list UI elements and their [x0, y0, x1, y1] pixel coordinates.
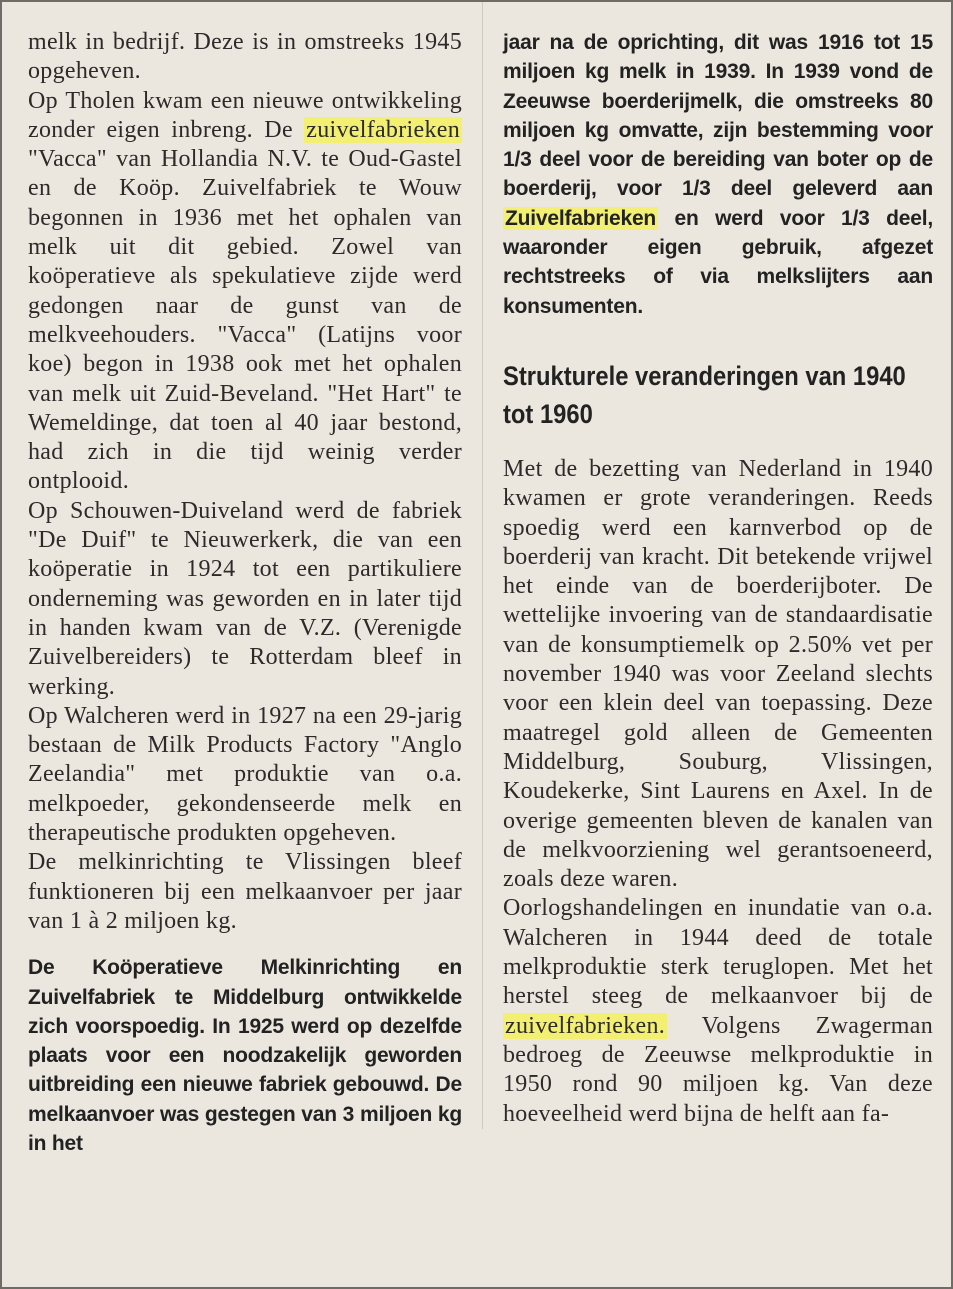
section-heading: Strukturele veranderingen van 1940 tot 1960 [503, 360, 906, 429]
paragraph [503, 894, 933, 1128]
paragraph-text: Oorlogshandelingen en inundatie van o.a. Walcheren in 1944 deed de totale melkproduktie sterk teruglopen. Met het herstel steeg de melkaanvoer bij de [503, 895, 933, 1010]
paragraph-text: en werd voor 1/3 deel, waaronder eigen gebruik, afgezet rechtstreeks of via melkslijters aan konsumenten. [503, 206, 933, 318]
highlighted-term: zuivelfabrieken. [505, 1012, 666, 1039]
left-column [2, 2, 478, 1158]
paragraph-bold [503, 28, 933, 321]
paragraph: De melkinrichting te Vlissingen bleef funktioneren bij een melkaanvoer per jaar van 1 à 2 miljoen kg. [28, 849, 462, 934]
paragraph-text: Volgens Zwagerman bedroeg de Zeeuwse melkproduktie in 1950 rond 90 miljoen kg. Van deze hoeveelheid werd bijna de helft aan fa- [503, 1012, 933, 1127]
paragraph-text: jaar na de oprichting, dit was 1916 tot 15 miljoen kg melk in 1939. In 1939 vond de Zeeuwse boerderijmelk, die omstreeks 80 miljoen kg omvatte, zijn bestemming voor 1/3 deel voor de bereiding van boter op de boerderij, voor 1/3 deel geleverd aan [503, 31, 933, 201]
paragraph [28, 87, 462, 497]
highlighted-term: Zuivelfabrieken [505, 206, 657, 230]
paragraph-text: "Vacca" van Hollandia N.V. te Oud-Gastel en de Koöp. Zuivelfabriek te Wouw begonnen in 1936 met het ophalen van melk uit dit gebied. Zowel van koöperatieve als spekulatieve zijde werd gedongen naar de gunst van de melkveehouders. "Vacca" (Latijns voor koe) begon in 1938 ook met het ophalen van melk uit Zuid-Beveland. "Het Hart" te Wemeldinge, dat toen al 40 jaar bestond, had zich in die tijd weinig verder ontplooid. [28, 146, 462, 495]
highlighted-term: zuivelfabrieken [306, 116, 460, 143]
right-column [482, 2, 953, 1129]
paragraph: Op Walcheren werd in 1927 na een 29-jarig bestaan de Milk Products Factory "Anglo Zeelandia" met produktie van o.a. melkpoeder, gekondenseerde melk en therapeutische produkten opgeheven. [28, 702, 462, 847]
paragraph: melk in bedrijf. Deze is in omstreeks 1945 opgeheven. [28, 29, 462, 85]
paragraph-bold: De Koöperatieve Melkinrichting en Zuivelfabriek te Middelburg ontwikkelde zich voorspoedig. In 1925 werd op dezelfde plaats voor een noodzakelijk geworden uitbreiding een nieuwe fabriek gebouwd. De melkaanvoer was gestegen van 3 miljoen kg in het [28, 956, 462, 1155]
paragraph-text: Op Tholen kwam een nieuwe ontwikkeling zonder eigen inbreng. De [28, 87, 462, 143]
paragraph: Op Schouwen-Duiveland werd de fabriek "De Duif" te Nieuwerkerk, die van een koöperatie in 1924 tot een partikuliere onderneming was geworden en in later tijd in handen kwam van de V.Z. (Verenigde Zuivelbereiders) te Rotterdam bleef in werking. [28, 497, 462, 700]
paragraph: Met de bezetting van Nederland in 1940 kwamen er grote veranderingen. Reeds spoedig werd een karnverbod op de boerderij van kracht. Dit betekende vrijwel het einde van de boerderijboter. De wettelijke invoering van de standaardisatie van de konsumptiemelk op 2.50% vet per november 1940 was voor Zeeland slechts voor een klein deel van toepassing. Deze maatregel gold alleen de Gemeenten Middelburg, Souburg, Vlissingen, Koudekerke, Sint Laurens en Axel. In de overige gemeenten bleven de kanalen van de melkvoorziening wel gerantsoeneerd, zoals deze waren. [503, 455, 933, 893]
